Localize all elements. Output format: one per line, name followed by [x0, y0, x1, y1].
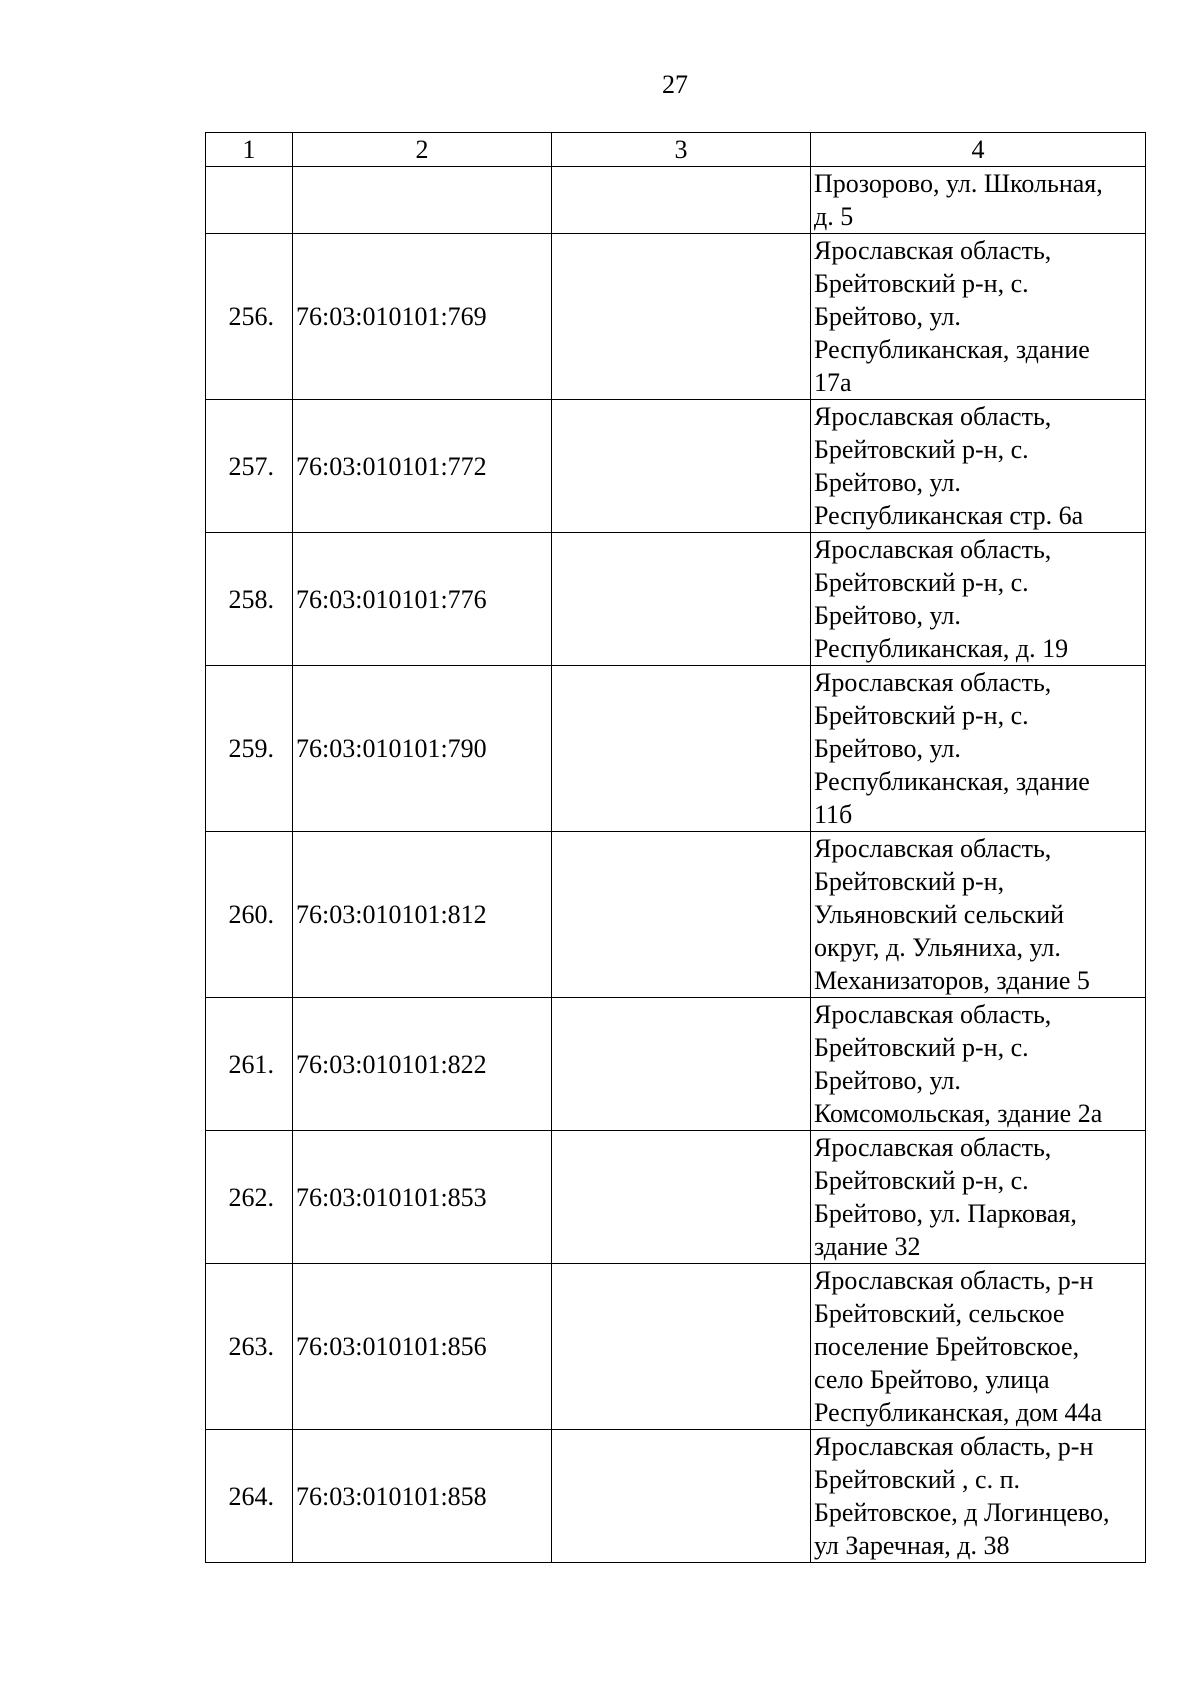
- column-3-cell: [552, 666, 811, 832]
- registry-table: [205, 132, 1146, 1563]
- row-number-cell: 257.: [206, 400, 293, 533]
- cadastral-number-cell: 76:03:010101:812: [293, 832, 552, 998]
- address-cell: Ярославская область, р-н Брейтовский, сельское поселение Брейтовское, село Брейтово, улица Республиканская, дом 44а: [811, 1264, 1146, 1430]
- header-cell-2: 2: [293, 133, 552, 167]
- address-cell: Ярославская область, Брейтовский р-н, с. Брейтово, ул. Комсомольская, здание 2а: [811, 998, 1146, 1131]
- column-3-cell: [552, 1430, 811, 1563]
- table-row: [206, 533, 1146, 666]
- address-cell: Ярославская область, Брейтовский р-н, с. Брейтово, ул. Парковая, здание 32: [811, 1131, 1146, 1264]
- table-row: [206, 1131, 1146, 1264]
- row-number-cell: 261.: [206, 998, 293, 1131]
- table-row: [206, 1264, 1146, 1430]
- column-3-cell: [552, 167, 811, 234]
- address-cell: Ярославская область, Брейтовский р-н, с. Брейтово, ул. Республиканская, здание 11б: [811, 666, 1146, 832]
- column-3-cell: [552, 1264, 811, 1430]
- table-row: [206, 234, 1146, 400]
- address-cell: Ярославская область, Брейтовский р-н, с. Брейтово, ул. Республиканская, здание 17а: [811, 234, 1146, 400]
- row-number-cell: 259.: [206, 666, 293, 832]
- row-number-cell: 264.: [206, 1430, 293, 1563]
- header-cell-1: 1: [206, 133, 293, 167]
- table-row: [206, 998, 1146, 1131]
- table-row: [206, 167, 1146, 234]
- table-row: [206, 400, 1146, 533]
- row-number-cell: 256.: [206, 234, 293, 400]
- row-number-cell: 263.: [206, 1264, 293, 1430]
- column-3-cell: [552, 533, 811, 666]
- cadastral-number-cell: [293, 167, 552, 234]
- table-row: [206, 666, 1146, 832]
- table-header-row: [206, 133, 1146, 167]
- page-number: 27: [662, 70, 688, 99]
- cadastral-number-cell: 76:03:010101:822: [293, 998, 552, 1131]
- header-cell-4: 4: [811, 133, 1146, 167]
- cadastral-number-cell: 76:03:010101:858: [293, 1430, 552, 1563]
- address-cell: Прозорово, ул. Школьная, д. 5: [811, 167, 1146, 234]
- cadastral-number-cell: 76:03:010101:853: [293, 1131, 552, 1264]
- address-cell: Ярославская область, Брейтовский р-н, с. Брейтово, ул. Республиканская, д. 19: [811, 533, 1146, 666]
- table-row: [206, 1430, 1146, 1563]
- column-3-cell: [552, 832, 811, 998]
- cadastral-number-cell: 76:03:010101:772: [293, 400, 552, 533]
- table-row: [206, 832, 1146, 998]
- column-3-cell: [552, 998, 811, 1131]
- row-number-cell: 260.: [206, 832, 293, 998]
- cadastral-number-cell: 76:03:010101:856: [293, 1264, 552, 1430]
- row-number-cell: [206, 167, 293, 234]
- row-number-cell: 262.: [206, 1131, 293, 1264]
- header-cell-3: 3: [552, 133, 811, 167]
- address-cell: Ярославская область, Брейтовский р-н, с. Брейтово, ул. Республиканская стр. 6а: [811, 400, 1146, 533]
- row-number-cell: 258.: [206, 533, 293, 666]
- address-cell: Ярославская область, р-н Брейтовский , с. п. Брейтовское, д Логинцево, ул Заречная, д. 38: [811, 1430, 1146, 1563]
- address-cell: Ярославская область, Брейтовский р-н, Ульяновский сельский округ, д. Ульяниха, ул. Механизаторов, здание 5: [811, 832, 1146, 998]
- column-3-cell: [552, 1131, 811, 1264]
- column-3-cell: [552, 234, 811, 400]
- column-3-cell: [552, 400, 811, 533]
- cadastral-number-cell: 76:03:010101:769: [293, 234, 552, 400]
- cadastral-number-cell: 76:03:010101:790: [293, 666, 552, 832]
- cadastral-number-cell: 76:03:010101:776: [293, 533, 552, 666]
